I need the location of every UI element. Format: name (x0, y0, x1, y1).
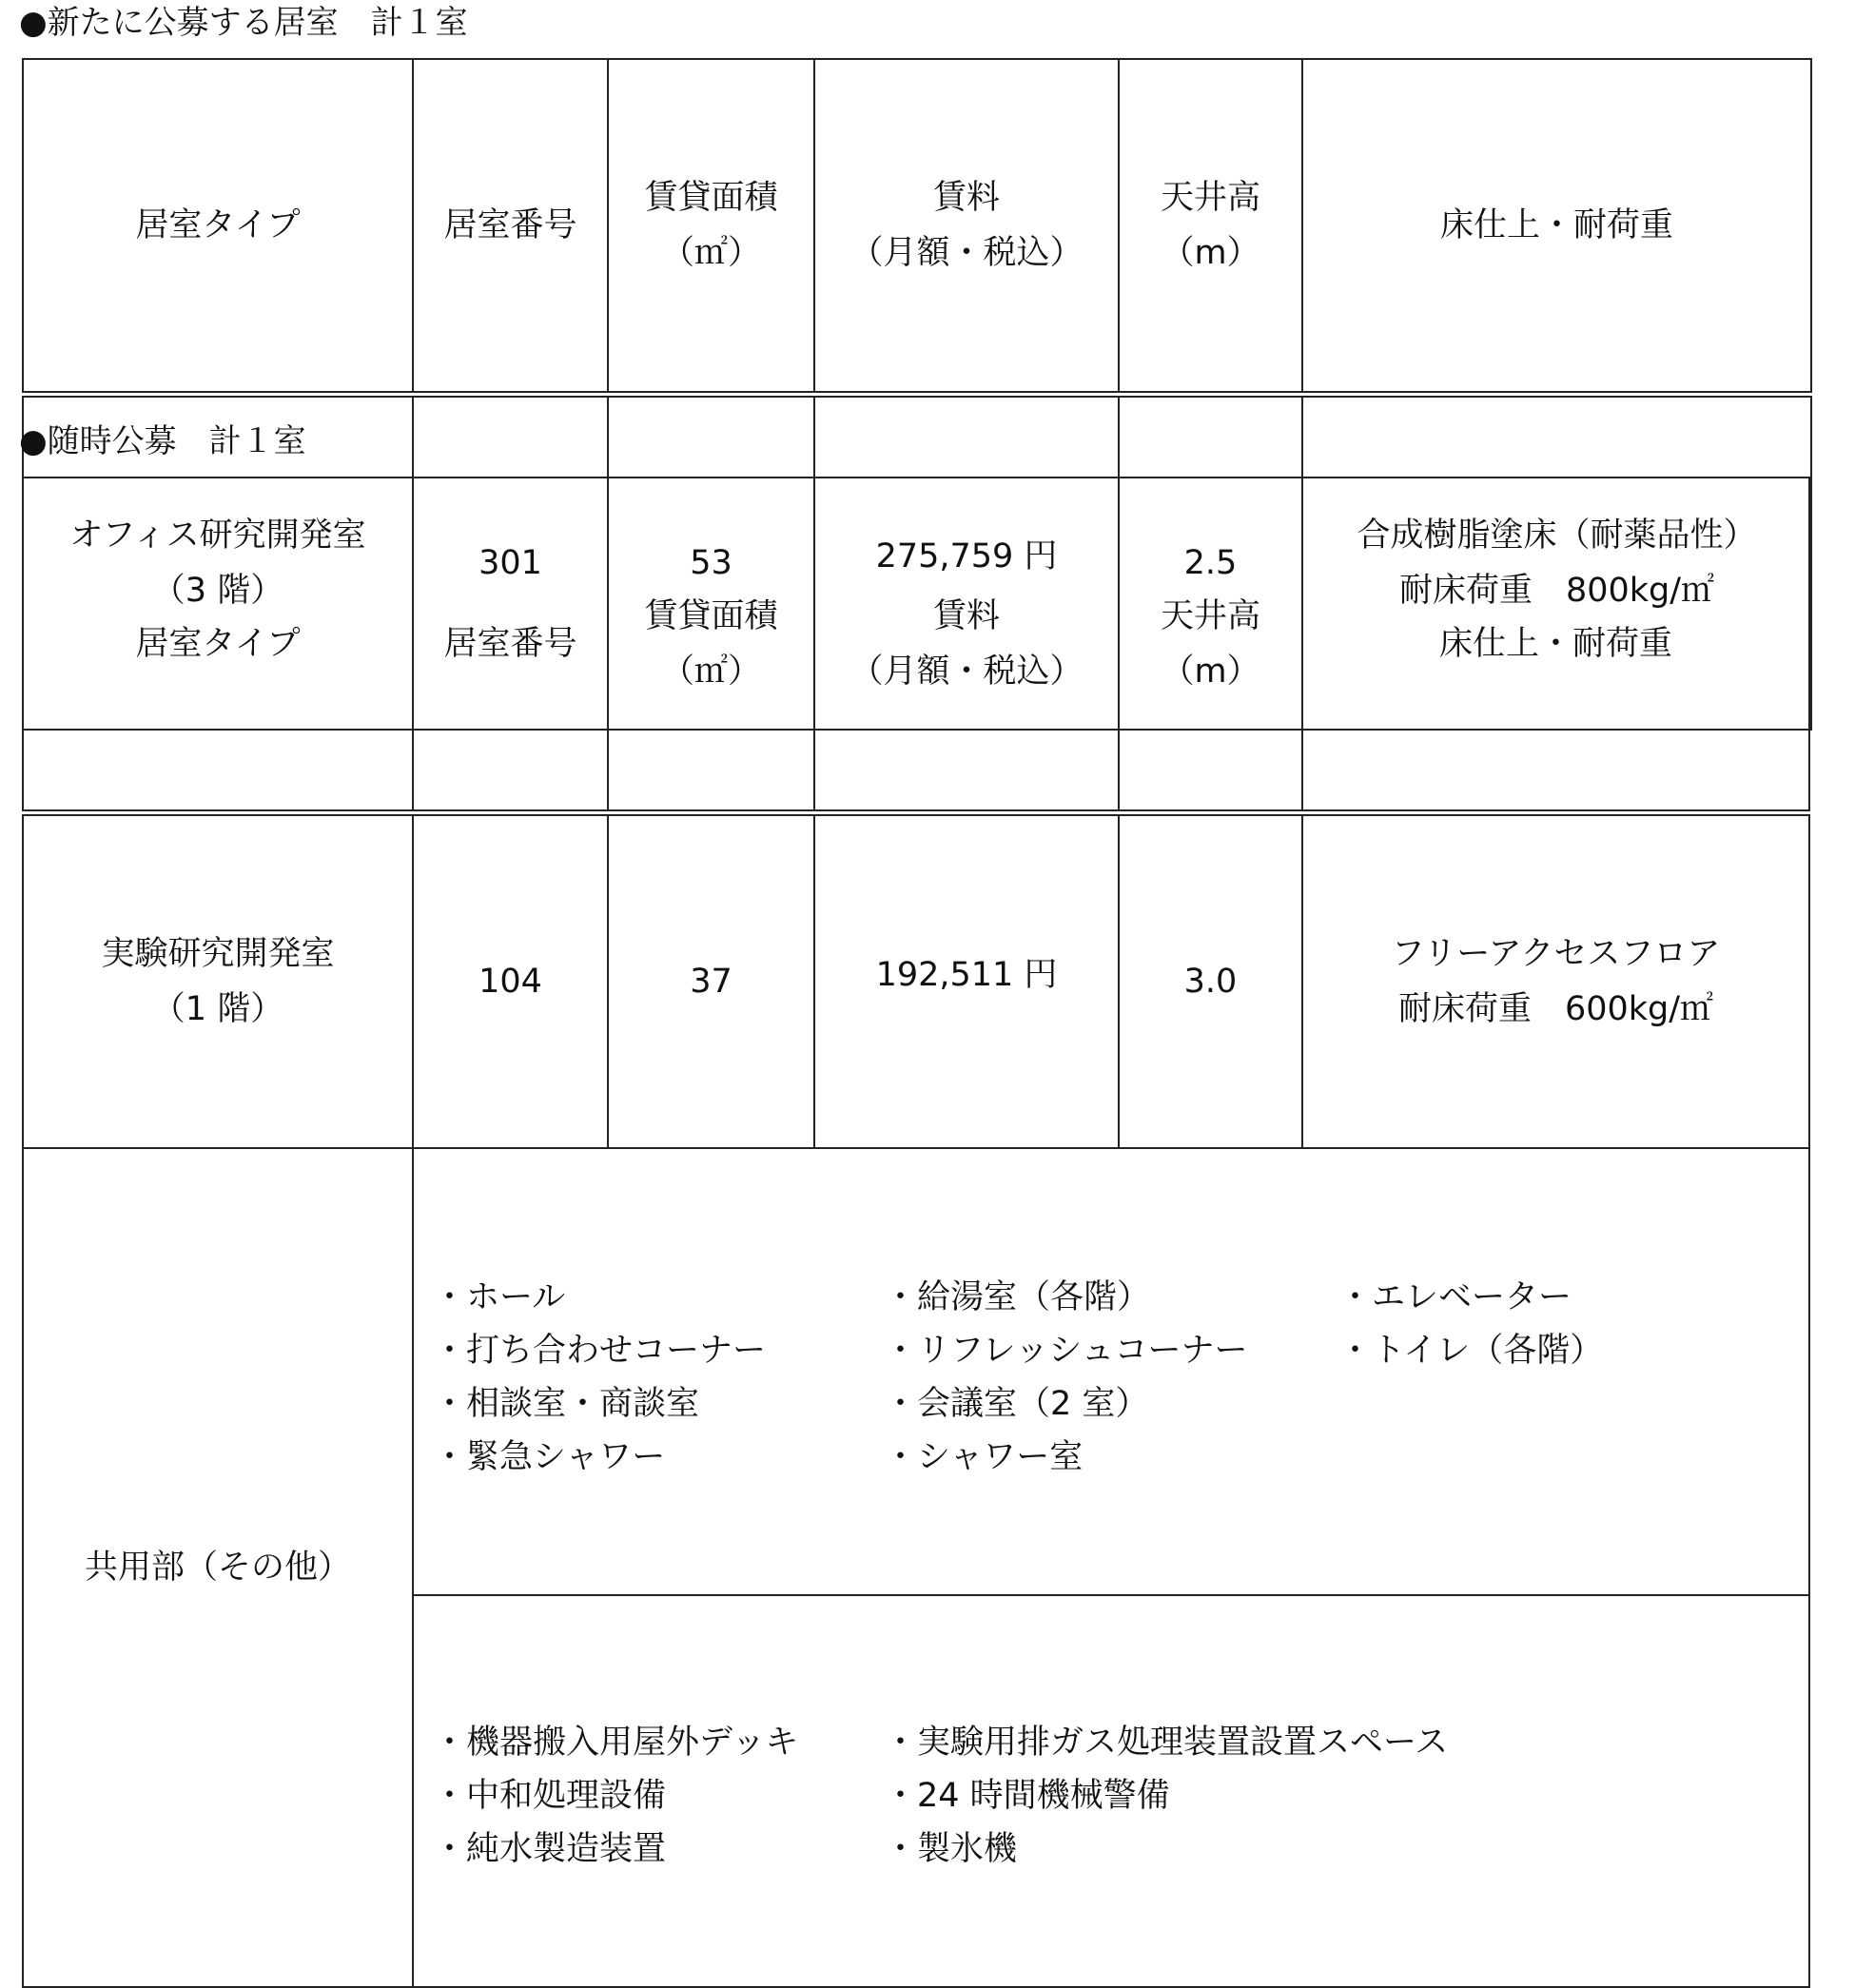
list-item: ・打ち合わせコーナー (433, 1332, 767, 1370)
list-item: ・24 時間機械警備 (884, 1777, 1170, 1815)
cell-floor: フリーアクセスフロア 耐床荷重 600kg/㎡ (1302, 813, 1809, 1149)
header-floor: 床仕上・耐荷重 (1302, 59, 1811, 395)
list-item: ・給湯室（各階） (884, 1278, 1151, 1316)
cell-room-type: 実験研究開発室 （1 階） (23, 813, 413, 1149)
header-room-type: 居室タイプ (23, 478, 413, 813)
table-header-row (23, 478, 1809, 813)
cell-room-type: オフィス研究開発室 （3 階） (23, 395, 413, 731)
list-item: ・リフレッシュコーナー (884, 1332, 1248, 1370)
section2-title: ●随時公募 計１室 (19, 422, 306, 460)
cell-area: 53 (608, 395, 814, 731)
list-item: ・緊急シャワー (433, 1438, 666, 1476)
header-rent: 賃料 （月額・税込） (814, 478, 1119, 813)
section1-title: ●新たに公募する居室 計１室 (19, 4, 468, 42)
facility-column (433, 1271, 884, 1484)
table-header-row (23, 59, 1811, 395)
common-facilities-lower (413, 1595, 1809, 1987)
cell-room-number: 104 (413, 813, 608, 1149)
cell-floor: 合成樹脂塗床（耐薬品性） 耐床荷重 800kg/㎡ (1302, 395, 1811, 731)
header-area: 賃貸面積 （㎡） (608, 59, 814, 395)
section2-table (22, 477, 1810, 1988)
cell-area: 37 (608, 813, 814, 1149)
cell-rent: 275,759 円 (814, 395, 1119, 731)
facility-column (884, 1716, 1550, 1876)
list-item: ・純水製造装置 (433, 1830, 667, 1868)
cell-ceiling: 2.5 (1119, 395, 1302, 731)
header-rent: 賃料 （月額・税込） (814, 59, 1119, 395)
list-item: ・相談室・商談室 (433, 1385, 700, 1423)
table-row (23, 813, 1809, 1149)
cell-rent: 192,511 円 (814, 813, 1119, 1149)
header-ceiling: 天井高 （m） (1119, 59, 1302, 395)
facility-column (884, 1271, 1338, 1484)
header-room-number: 居室番号 (413, 59, 608, 395)
header-room-type: 居室タイプ (23, 59, 413, 395)
header-room-number: 居室番号 (413, 478, 608, 813)
list-item: ・実験用排ガス処理装置設置スペース (884, 1724, 1449, 1762)
facility-column (1338, 1271, 1795, 1484)
list-item: ・トイレ（各階） (1338, 1332, 1604, 1370)
common-label: 共用部（その他） (23, 1148, 413, 1987)
list-item: ・シャワー室 (884, 1438, 1084, 1476)
list-item: ・会議室（2 室） (884, 1385, 1149, 1423)
list-item: ・エレベーター (1338, 1278, 1572, 1316)
facility-column (433, 1716, 884, 1876)
cell-room-number: 301 (413, 395, 608, 731)
list-item: ・機器搬入用屋外デッキ (433, 1724, 799, 1762)
list-item: ・製氷機 (884, 1830, 1018, 1868)
header-area: 賃貸面積 （㎡） (608, 478, 814, 813)
list-item: ・中和処理設備 (433, 1777, 667, 1815)
list-item: ・ホール (433, 1278, 566, 1316)
header-ceiling: 天井高 （m） (1119, 478, 1302, 813)
header-floor: 床仕上・耐荷重 (1302, 478, 1809, 813)
common-facilities-upper (413, 1148, 1809, 1595)
cell-ceiling: 3.0 (1119, 813, 1302, 1149)
common-upper-row (23, 1148, 1809, 1595)
